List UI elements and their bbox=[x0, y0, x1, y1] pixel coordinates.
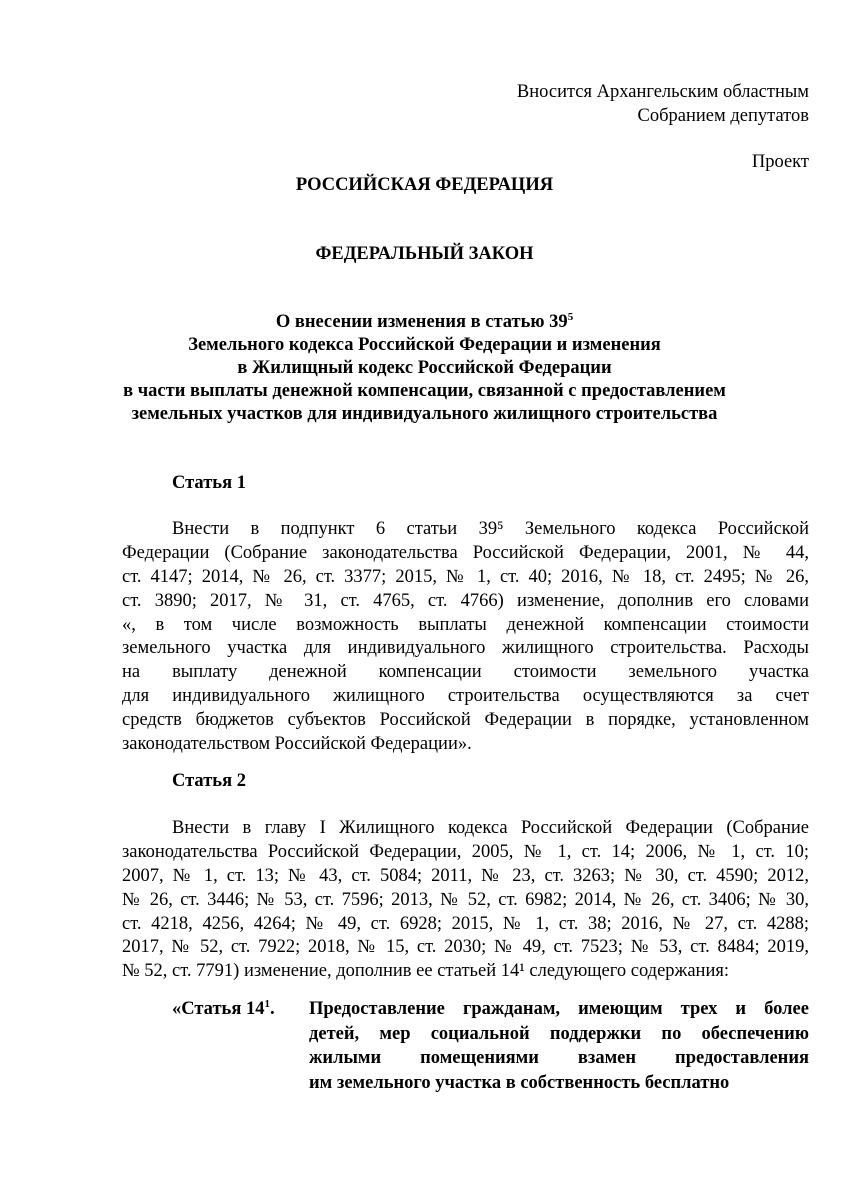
word: гражданам, bbox=[462, 999, 561, 1019]
law-type-heading: ФЕДЕРАЛЬНЫЙ ЗАКОН bbox=[315, 244, 534, 264]
article-1-line: Федерации (Собрание законодательства Российской Федерации, 2001, № 44, bbox=[122, 542, 809, 563]
article-2-line: Внести в главу I Жилищного кодекса Российской Федерации (Собрание bbox=[172, 818, 809, 838]
article-1-line: ст. 3890; 2017, № 31, ст. 4765, ст. 4766) изменение, дополнив его словами bbox=[122, 590, 809, 611]
law-title bbox=[0, 311, 849, 426]
article-1-line: «, в том числе возможность выплаты денежной компенсации стоимости bbox=[122, 614, 809, 635]
article-1-line: ст. 4147; 2014, № 26, ст. 3377; 2015, № 1, ст. 40; 2016, № 18, ст. 2495; № 26, bbox=[122, 566, 809, 587]
word: взамен bbox=[577, 1048, 637, 1068]
title-line-3: в Жилищный кодекс Российской Федерации bbox=[237, 358, 612, 378]
article-1-line: на выплату денежной компенсации стоимости земельного участка bbox=[122, 662, 809, 683]
article-1-line: законодательством Российской Федерации». bbox=[122, 734, 472, 755]
article-2-line: 2017, № 52, ст. 7922; 2018, № 15, ст. 2030; № 49, ст. 7523; № 53, ст. 8484; 2019, bbox=[122, 937, 809, 958]
word: по bbox=[661, 1023, 682, 1044]
article-2-line: законодательства Российской Федерации, 2005, № 1, ст. 14; 2006, № 1, ст. 10; bbox=[122, 841, 809, 862]
article-14-1-title-line bbox=[309, 1022, 809, 1047]
article-1-line: для индивидуального жилищного строительства осуществляются за счет bbox=[122, 686, 809, 707]
word: социальной bbox=[430, 1023, 530, 1044]
word: мер bbox=[379, 1023, 411, 1044]
country-heading: РОССИЙСКАЯ ФЕДЕРАЦИЯ bbox=[295, 175, 554, 195]
word: обеспечению bbox=[701, 1023, 809, 1044]
word: Предоставление bbox=[309, 999, 445, 1019]
word: имеющим bbox=[578, 999, 663, 1019]
word: предоставления bbox=[675, 1048, 809, 1068]
article-14-1-title-line bbox=[309, 997, 809, 1022]
title-line-1: О внесении изменения в статью $39^5$ bbox=[275, 311, 574, 332]
title-line-2: Земельного кодекса Российской Федерации и изменения bbox=[188, 335, 661, 355]
word: помещениями bbox=[420, 1048, 539, 1068]
article-1-text bbox=[122, 518, 809, 757]
submitted-by-line2: Собранием депутатов bbox=[637, 106, 809, 126]
word: и bbox=[735, 999, 747, 1019]
draft-label: Проект bbox=[751, 152, 809, 172]
word: поддержки bbox=[549, 1023, 642, 1044]
word: детей, bbox=[309, 1023, 360, 1044]
article-1-line: земельного участка для индивидуального жилищного строительства. Расходы bbox=[122, 638, 809, 659]
article-14-1-title bbox=[309, 997, 809, 1095]
word: жилыми bbox=[309, 1048, 382, 1068]
article-14-1-title-line bbox=[309, 1046, 809, 1071]
article-2-line: № 52, ст. 7791) изменение, дополнив ее статьей 14¹ следующего содержания: bbox=[122, 961, 729, 982]
word: трех bbox=[680, 999, 718, 1019]
article-2-line: 2007, № 1, ст. 13; № 43, ст. 5084; 2011, № 23, ст. 3263; № 30, ст. 4590; 2012, bbox=[122, 865, 809, 886]
article-1-heading: Статья 1 bbox=[172, 473, 246, 493]
title-line-5: земельных участков для индивидуального жилищного строительства bbox=[131, 404, 718, 424]
article-2-line: ст. 4218, 4256, 4264; № 49, ст. 6928; 2015, № 1, ст. 38; 2016, № 27, ст. 4288; bbox=[122, 913, 809, 934]
article-14-1-number: «Статья $14^1$. bbox=[172, 998, 275, 1019]
title-line-4: в части выплаты денежной компенсации, связанной с предоставлением bbox=[123, 381, 726, 401]
word: более bbox=[764, 999, 809, 1019]
article-2-heading: Статья 2 bbox=[172, 771, 246, 791]
article-14-1-title-line: им земельного участка в собственность бесплатно bbox=[309, 1072, 730, 1093]
article-1-line: средств бюджетов субъектов Российской Федерации в порядке, установленном bbox=[122, 710, 809, 731]
submitted-by-line1: Вносится Архангельским областным bbox=[516, 82, 809, 102]
article-2-text bbox=[122, 817, 809, 984]
article-2-line: № 26, ст. 3446; № 53, ст. 7596; 2013, № 52, ст. 6982; 2014, № 26, ст. 3406; № 30, bbox=[122, 889, 809, 910]
article-1-line: Внести в подпункт 6 статьи 39⁵ Земельного кодекса Российской bbox=[172, 519, 809, 539]
